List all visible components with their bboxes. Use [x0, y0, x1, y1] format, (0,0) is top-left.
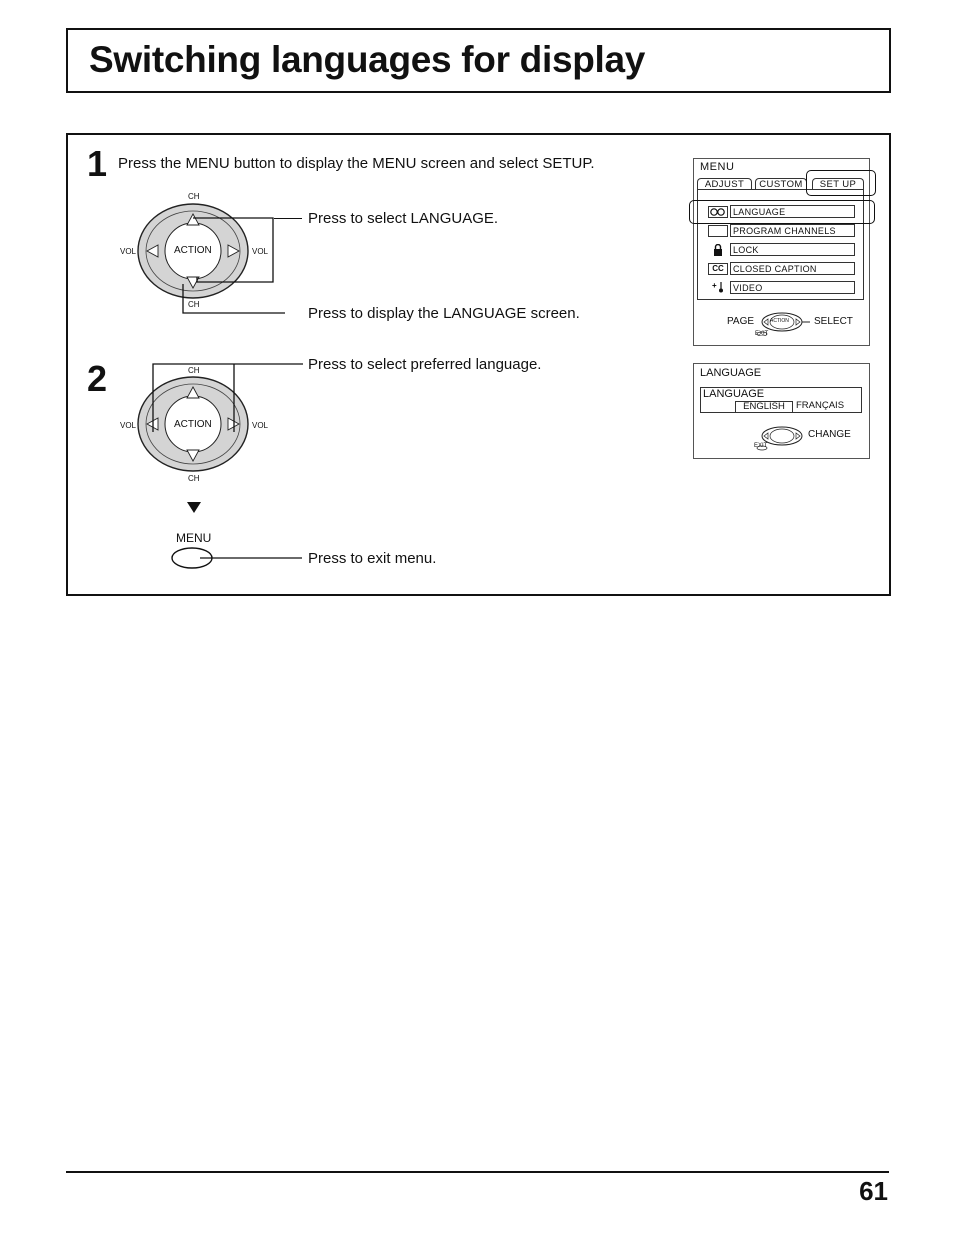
ch-label-top: CH — [188, 366, 200, 375]
title-box — [66, 28, 891, 93]
action-button[interactable]: ACTION — [174, 245, 212, 256]
vol-label-right: VOL — [252, 421, 269, 430]
language-screen-title: LANGUAGE — [700, 367, 762, 379]
menu-item-closed-caption[interactable]: CLOSED CAPTION — [730, 262, 855, 275]
closed-caption-icon: CC — [708, 263, 728, 275]
menu-item-program-channels[interactable]: PROGRAM CHANNELS — [730, 224, 855, 237]
next-arrow-icon — [187, 502, 201, 514]
vol-label-left: VOL — [120, 421, 137, 430]
tab-setup[interactable]: SET UP — [812, 178, 864, 190]
video-icon — [708, 281, 728, 293]
page-label: PAGE — [727, 316, 755, 327]
step-1-number: 1 — [87, 143, 108, 184]
tab-adjust[interactable]: ADJUST — [697, 178, 752, 190]
menu-item-lock[interactable]: LOCK — [730, 243, 855, 256]
program-channels-icon — [708, 225, 728, 237]
menu-button[interactable] — [170, 546, 310, 572]
language-icon — [708, 206, 728, 218]
callout-select-language: Press to select LANGUAGE. — [308, 210, 499, 227]
step-1-instruction: Press the MENU button to display the MENU screen and select SETUP. — [118, 155, 595, 172]
leader-line — [274, 218, 302, 219]
callout-select-preferred-language: Press to select preferred language. — [308, 356, 542, 373]
ch-label-top: CH — [188, 192, 200, 201]
option-english[interactable]: ENGLISH — [735, 401, 793, 413]
exit-label: EXIT — [754, 443, 768, 449]
step-2-number: 2 — [87, 358, 108, 399]
action-small-label: ACTION — [770, 318, 789, 324]
vol-label-right: VOL — [252, 247, 269, 256]
lock-icon — [708, 244, 728, 256]
remote-pad-step2 — [115, 358, 305, 478]
footer-rule — [66, 1171, 889, 1173]
menu-item-video[interactable]: VIDEO — [730, 281, 855, 294]
menu-screen-title: MENU — [700, 161, 735, 173]
tab-custom[interactable]: CUSTOM — [755, 178, 807, 190]
setup-highlight — [806, 170, 876, 196]
language-setting-label: LANGUAGE — [703, 388, 765, 400]
menu-button-label: MENU — [176, 531, 212, 545]
change-label: CHANGE — [808, 429, 851, 440]
menu-item-language[interactable]: LANGUAGE — [730, 205, 855, 218]
callout-exit-menu: Press to exit menu. — [308, 550, 437, 567]
exit-label: EXIT — [755, 331, 769, 337]
vol-label-left: VOL — [120, 247, 137, 256]
select-label: SELECT — [814, 316, 853, 327]
callout-display-language: Press to display the LANGUAGE screen. — [308, 305, 580, 322]
action-button[interactable]: ACTION — [174, 419, 212, 430]
ch-label-bottom: CH — [188, 474, 200, 483]
page-number: 61 — [859, 1176, 888, 1206]
page-title: Switching languages for display — [89, 39, 646, 80]
ch-label-bottom: CH — [188, 300, 200, 309]
option-francais[interactable]: FRANÇAIS — [796, 400, 845, 411]
svg-text:+: + — [712, 281, 717, 290]
